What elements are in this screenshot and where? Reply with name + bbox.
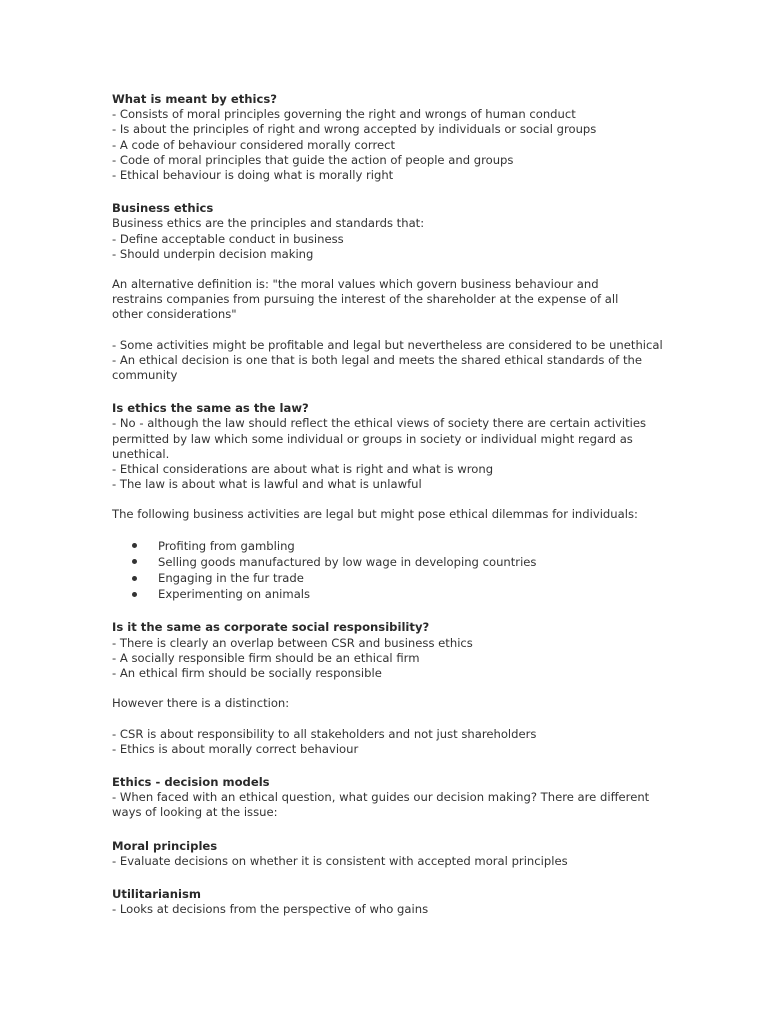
text-line: - A code of behaviour considered morally correct <box>112 137 396 152</box>
heading-what-is-ethics: What is meant by ethics? <box>112 92 277 106</box>
text-line: - There is clearly an overlap between CSR and business ethics <box>112 635 473 650</box>
text-line: - The law is about what is lawful and what is unlawful <box>112 477 422 492</box>
text-paragraph: - When faced with an ethical question, what guides our decision making? There are different ways of looking at the issue: <box>112 790 650 820</box>
bullet-icon <box>132 543 137 548</box>
text-line: - Is about the principles of right and wrong accepted by individuals or social groups <box>112 122 597 137</box>
text-line: The following business activities are legal but might pose ethical dilemmas for individuals: <box>112 507 638 522</box>
text-line: - Evaluate decisions on whether it is consistent with accepted moral principles <box>112 853 568 868</box>
list-item: Engaging in the fur trade <box>112 570 652 586</box>
bullet-icon <box>132 559 137 564</box>
text-paragraph: - No - although the law should reflect the ethical views of society there are certain activities permitted by law which some individual or groups in society or individual might regard as unethical. <box>112 416 647 461</box>
heading-csr: Is it the same as corporate social responsibility? <box>112 620 430 635</box>
text-line: Business ethics are the principles and standards that: <box>112 216 425 231</box>
document-page <box>112 92 663 917</box>
text-line: - A socially responsible firm should be an ethical firm <box>112 650 420 665</box>
heading-moral-principles: Moral principles <box>112 838 218 853</box>
list-item: Profiting from gambling <box>112 538 652 554</box>
text-line: - Consists of moral principles governing the right and wrongs of human conduct <box>112 107 576 122</box>
activities-bullet-list <box>112 538 652 603</box>
heading-decision-models: Ethics - decision models <box>112 774 270 789</box>
alternative-definition-paragraph: An alternative definition is: "the moral values which govern business behaviour and restrains companies from pursuing the interest of the shareholder at the expense of all other considerations" <box>112 277 619 322</box>
text-line: - Looks at decisions from the perspective of who gains <box>112 902 429 917</box>
text-line: - Ethical behaviour is doing what is morally right <box>112 168 394 183</box>
text-line: - Some activities might be profitable and legal but nevertheless are considered to be unethical <box>112 337 663 352</box>
text-line: - Ethical considerations are about what is right and what is wrong <box>112 462 494 477</box>
text-line: - CSR is about responsibility to all stakeholders and not just shareholders <box>112 726 537 741</box>
heading-business-ethics: Business ethics <box>112 201 214 216</box>
bullet-icon <box>132 576 137 581</box>
text-line: - An ethical firm should be socially responsible <box>112 666 382 681</box>
text-line: - Define acceptable conduct in business <box>112 231 344 246</box>
text-line: - Should underpin decision making <box>112 246 314 261</box>
heading-ethics-vs-law: Is ethics the same as the law? <box>112 401 309 416</box>
bullet-icon <box>132 592 137 597</box>
list-item: Selling goods manufactured by low wage in developing countries <box>112 554 652 570</box>
heading-utilitarianism: Utilitarianism <box>112 886 201 901</box>
text-line: - Code of moral principles that guide the action of people and groups <box>112 152 514 167</box>
text-paragraph: - An ethical decision is one that is both legal and meets the shared ethical standards of the community <box>112 352 642 383</box>
list-item: Experimenting on animals <box>112 586 652 602</box>
text-line: However there is a distinction: <box>112 696 290 711</box>
text-line: - Ethics is about morally correct behaviour <box>112 741 359 756</box>
